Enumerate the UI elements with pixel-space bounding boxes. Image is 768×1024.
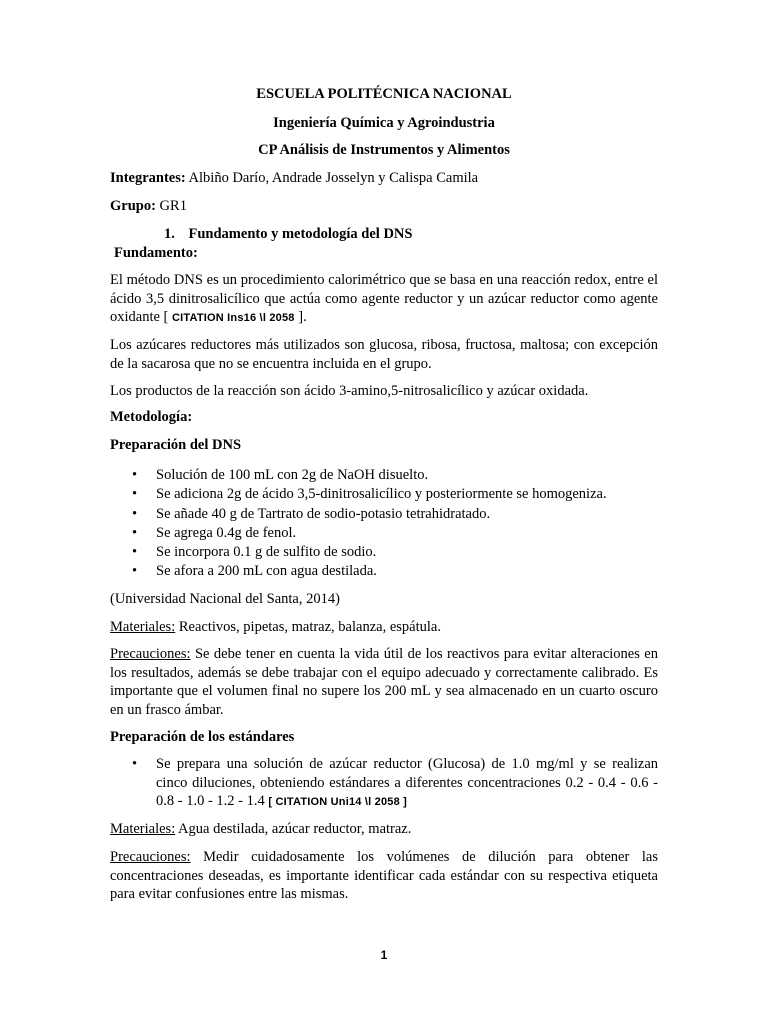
members-label: Integrantes: <box>110 170 186 186</box>
group-label: Grupo: <box>110 198 156 214</box>
materials-label: Materiales: <box>110 821 176 837</box>
paragraph-fundamento-2: Los azúcares reductores más utilizados son glucosa, ribosa, fructosa, maltosa; con excepción de la sacarosa que no se encuentra incluida en el grupo. <box>110 337 658 372</box>
materials-line-2 <box>110 821 411 838</box>
list-item: • Se prepara una solución de azúcar reductor (Glucosa) de 1.0 mg/ml y se realizan cinco diluciones, obteniendo estándares a diferentes concentraciones 0.2 - 0.4 - 0.6 - 0.8 - 1.0 - 1.2 - 1.4 [ CITATION Uni14 \l 2058 ] <box>132 756 658 809</box>
fundamento-heading: Fundamento: <box>114 245 198 261</box>
members-line <box>110 170 478 187</box>
prep-standards-heading: Preparación de los estándares <box>110 729 295 745</box>
section1-number: 1. <box>164 226 175 242</box>
prep-standards-list <box>110 755 658 812</box>
citation-field: [ CITATION Uni14 \l 2058 ] <box>268 796 408 808</box>
list-item: • Solución de 100 mL con 2g de NaOH disuelto. <box>110 466 658 485</box>
precautions-label: Precauciones: <box>110 646 191 662</box>
precautions-value: Se debe tener en cuenta la vida útil de los reactivos para evitar alteraciones en los resultados, además se debe trabajar con el equipo adecuado y correctamente calibrado. Es importante que el volumen final no supere los 200 mL y sea almacenado en un cuarto oscuro en un frasco ámbar. <box>110 646 658 718</box>
bullet-icon: • <box>132 544 138 561</box>
page-number: 1 <box>380 948 388 962</box>
group-line <box>110 198 187 215</box>
bullet-icon: • <box>132 756 138 772</box>
materials-value: Agua destilada, azúcar reductor, matraz. <box>175 821 412 837</box>
paragraph-fundamento-3: Los productos de la reacción son ácido 3-amino,5-nitrosalicílico y azúcar oxidada. <box>110 383 589 399</box>
metodologia-heading: Metodología: <box>110 409 193 425</box>
section1-heading <box>164 226 412 243</box>
list-item: • Se añade 40 g de Tartrato de sodio-potasio tetrahidratado. <box>110 505 658 524</box>
paragraph-1-end: ]. <box>294 309 307 325</box>
materials-value: Reactivos, pipetas, matraz, balanza, espátula. <box>175 619 441 635</box>
bullet-icon: • <box>132 563 138 580</box>
paragraph-fundamento-1 <box>110 271 658 328</box>
list-item: • Se afora a 200 mL con agua destilada. <box>110 562 658 581</box>
faculty-subtitle: Ingeniería Química y Agroindustria <box>273 115 495 131</box>
precautions-paragraph-2 <box>110 848 658 904</box>
bullet-icon: • <box>132 467 138 483</box>
precautions-value: Medir cuidadosamente los volúmenes de dilución para obtener las concentraciones deseadas, es importante identificar cada estándar con su respectiva etiqueta para evitar confusiones entre las mismas. <box>110 849 658 902</box>
materials-line-1 <box>110 619 441 636</box>
group-value: GR1 <box>155 198 187 214</box>
course-subtitle: CP Análisis de Instrumentos y Alimentos <box>258 142 510 158</box>
precautions-label: Precauciones: <box>110 849 191 865</box>
list-item: • Se adiciona 2g de ácido 3,5-dinitrosalicílico y posteriormente se homogeniza. <box>110 485 658 504</box>
precautions-paragraph-1 <box>110 645 658 719</box>
citation-field: CITATION Ins16 \l 2058 <box>172 312 295 324</box>
bullet-icon: • <box>132 486 138 503</box>
reference-citation: (Universidad Nacional del Santa, 2014) <box>110 591 340 607</box>
materials-label: Materiales: <box>110 619 176 635</box>
bullet-icon: • <box>132 524 138 541</box>
members-value: Albiño Darío, Andrade Josselyn y Calispa Camila <box>185 170 479 186</box>
prep-dns-list <box>110 466 658 582</box>
section1-title: Fundamento y metodología del DNS <box>188 226 413 242</box>
prep-dns-heading: Preparación del DNS <box>110 437 242 453</box>
bullet-icon: • <box>132 505 138 522</box>
paragraph-1-text: El método DNS es un procedimiento calorimétrico que se basa en una reacción redox, entre el ácido 3,5 dinitrosalicílico que actúa como agente reductor y un azúcar reductor como agente oxidante [ <box>110 272 658 325</box>
list-item: • Se agrega 0.4g de fenol. <box>110 524 658 543</box>
list-item: • Se incorpora 0.1 g de sulfito de sodio. <box>110 543 658 562</box>
institution-title: ESCUELA POLITÉCNICA NACIONAL <box>256 86 512 102</box>
